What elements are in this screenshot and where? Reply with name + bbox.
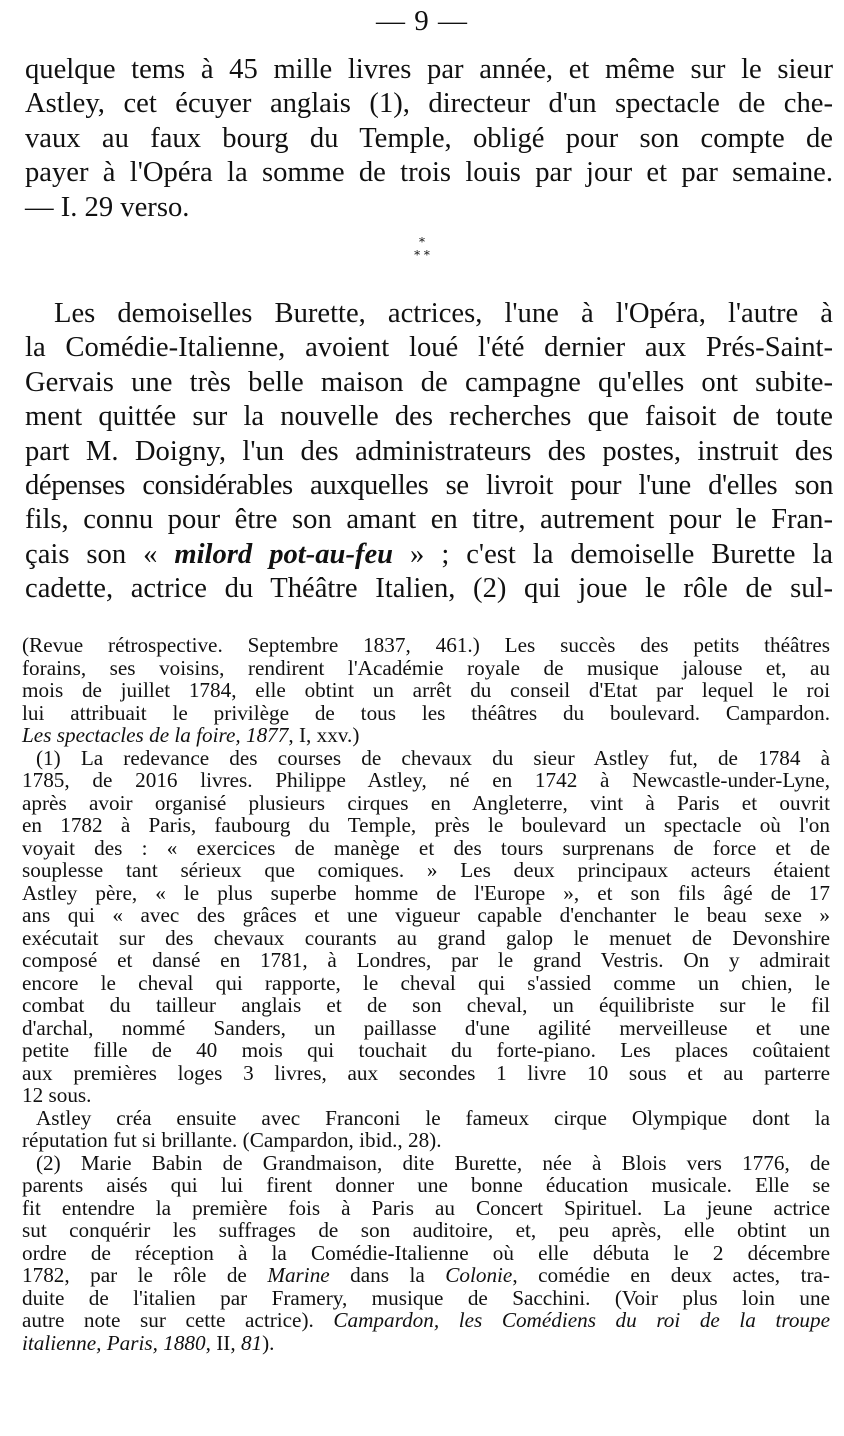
footnote-2-line — [22, 1332, 830, 1355]
page-number: — 9 — — [376, 5, 468, 37]
footnote-2-line: fit entendre la première fois à Paris au Concert Spirituel. La jeune actrice — [22, 1195, 830, 1220]
text-line: Gervais une très belle maison de campagne qu'elles ont subite- — [25, 366, 833, 398]
footnote-1-line: d'archal, nommé Sanders, un paillasse d'une agilité merveilleuse et une — [22, 1015, 830, 1040]
footnote-1b-line: Astley créa ensuite avec Franconi le fameux cirque Olympique dont la — [36, 1105, 830, 1130]
text-line: ment quittée sur la nouvelle des recherches que faisoit de toute — [25, 401, 833, 433]
text-span: , I, xxv.) — [288, 723, 360, 747]
footnote-1-line: ans qui « avec des grâces et une vigueur capable d'enchanter le beau sexe » — [22, 903, 830, 927]
text-line: Astley, cet écuyer anglais (1), directeur d'un spectacle de che- — [25, 88, 833, 120]
text-line: Les demoiselles Burette, actrices, l'une à l'Opéra, l'autre à — [54, 298, 833, 329]
footnote-2-line: ordre de réception à la Comédie-Italienne où elle débuta le 2 décembre — [22, 1240, 830, 1265]
footnote-1b-line: réputation fut si brillante. (Campardon, ibid., 28). — [22, 1128, 442, 1152]
text-line: dépenses considérables auxquelles se livroit pour l'une d'elles son — [25, 469, 833, 501]
paragraph-continued — [25, 53, 833, 225]
text-span: , comédie en deux actes, tra- — [512, 1263, 830, 1287]
footnote-1-line: après avoir organisé plusieurs cirques en Angleterre, vint à Paris et ouvrit — [22, 790, 830, 815]
footnote-2-line — [22, 1264, 830, 1287]
note-line: lui attribuait le privilège de tous les théâtres du boulevard. Campardon. — [22, 700, 830, 725]
footnote-2-line: parents aisés qui lui firent donner une bonne éducation musicale. Elle se — [22, 1173, 830, 1197]
text-line — [25, 538, 833, 572]
footnote-1-line: encore le cheval qui rapporte, le cheval qui s'assied comme un chien, le — [22, 970, 830, 995]
italic-title: Les spectacles de la foire, 1877 — [22, 723, 289, 747]
italic-phrase: milord pot-au-feu — [174, 538, 394, 570]
footnote-2-line: (2) Marie Babin de Grandmaison, dite Burette, née à Blois vers 1776, de — [36, 1150, 830, 1175]
text-line: vaux au faux bourg du Temple, obligé pour son compte de — [25, 122, 833, 154]
italic-citation: Campardon, les Comédiens du roi de la troupe — [333, 1308, 831, 1332]
footnote-2-line: sut conquérir les suffrages de son auditoire, et, peu après, elle obtint un — [22, 1218, 830, 1242]
italic-title: Colonie — [445, 1263, 513, 1287]
ornament-stars-bottom: * * — [414, 248, 430, 262]
paragraph-burette — [25, 297, 833, 607]
footnotes — [22, 634, 830, 1354]
italic-role: Marine — [267, 1263, 330, 1287]
text-line: part M. Doigny, l'un des administrateurs des postes, instruit des — [25, 435, 833, 467]
text-span: dans la — [329, 1263, 446, 1287]
text-span: 1782, par le rôle de — [22, 1263, 268, 1287]
footnote-2-line — [22, 1309, 830, 1332]
footnote-1-line: (1) La redevance des courses de chevaux du sieur Astley fut, de 1784 à — [36, 745, 830, 770]
footnote-1-line: exécutait sur des chevaux courants au grand galop le menuet de Devonshire — [22, 925, 830, 950]
text-span: autre note sur cette actrice). — [22, 1308, 334, 1332]
footnote-1-line: petite fille de 40 mois qui touchait du forte-piano. Les places coûtaient — [22, 1038, 830, 1062]
italic-citation: italienne, Paris, 1880 — [22, 1330, 206, 1355]
section-ornament — [0, 236, 844, 261]
footnote-1-line: combat du tailleur anglais et de son cheval, un équilibriste sur le fil — [22, 993, 830, 1017]
footnote-1-line: en 1782 à Paris, faubourg du Temple, près le boulevard un spectacle où l'on — [22, 813, 830, 837]
text-line: cadette, actrice du Théâtre Italien, (2) qui joue le rôle de sul- — [25, 573, 833, 605]
text-span: » ; c'est la demoiselle Burette la — [393, 538, 833, 570]
note-line: (Revue rétrospective. Septembre 1837, 461.) Les succès des petits théâtres — [22, 633, 830, 657]
italic-citation: 81 — [240, 1330, 263, 1355]
note-line — [22, 724, 830, 747]
footnote-1-line: souplesse tant sérieux que comiques. » Les deux principaux acteurs étaient — [22, 858, 830, 882]
text-line: quelque tems à 45 mille livres par année, et même sur le sieur — [25, 54, 833, 85]
text-span: ). — [262, 1330, 275, 1355]
text-line: — I. 29 verso. — [25, 191, 190, 223]
text-line: payer à l'Opéra la somme de trois louis par jour et par semaine. — [25, 157, 833, 189]
note-line: mois de juillet 1784, elle obtint un arrêt du conseil d'Etat par lequel le roi — [22, 678, 830, 702]
footnote-1-line: 12 sous. — [22, 1083, 92, 1107]
note-line: forains, ses voisins, rendirent l'Académie royale de musique jalouse et, au — [22, 655, 830, 680]
text-line: la Comédie-Italienne, avoient loué l'été dernier aux Prés-Saint- — [25, 332, 833, 364]
footnote-1-line: 1785, de 2016 livres. Philippe Astley, né en 1742 à Newcastle-under-Lyne, — [22, 768, 830, 792]
footnote-1-line: voyait des : « exercices de manège et des tours surprenans de force et de — [22, 835, 830, 860]
footnote-1-line: aux premières loges 3 livres, aux secondes 1 livre 10 sous et au parterre — [22, 1060, 830, 1085]
text-line: fils, connu pour être son amant en titre, autrement pour le Fran- — [25, 504, 833, 536]
footnote-1-line: Astley père, « le plus superbe homme de l'Europe », et son fils âgé de 17 — [22, 880, 830, 905]
text-span: , II, — [205, 1330, 241, 1355]
ornament-star-top: * — [419, 235, 425, 249]
footnote-1-line: composé et dansé en 1781, à Londres, par le grand Vestris. On y admirait — [22, 948, 830, 972]
text-span: çais son « — [25, 538, 175, 570]
footnote-2-line: duite de l'italien par Framery, musique de Sacchini. (Voir plus loin une — [22, 1285, 830, 1310]
